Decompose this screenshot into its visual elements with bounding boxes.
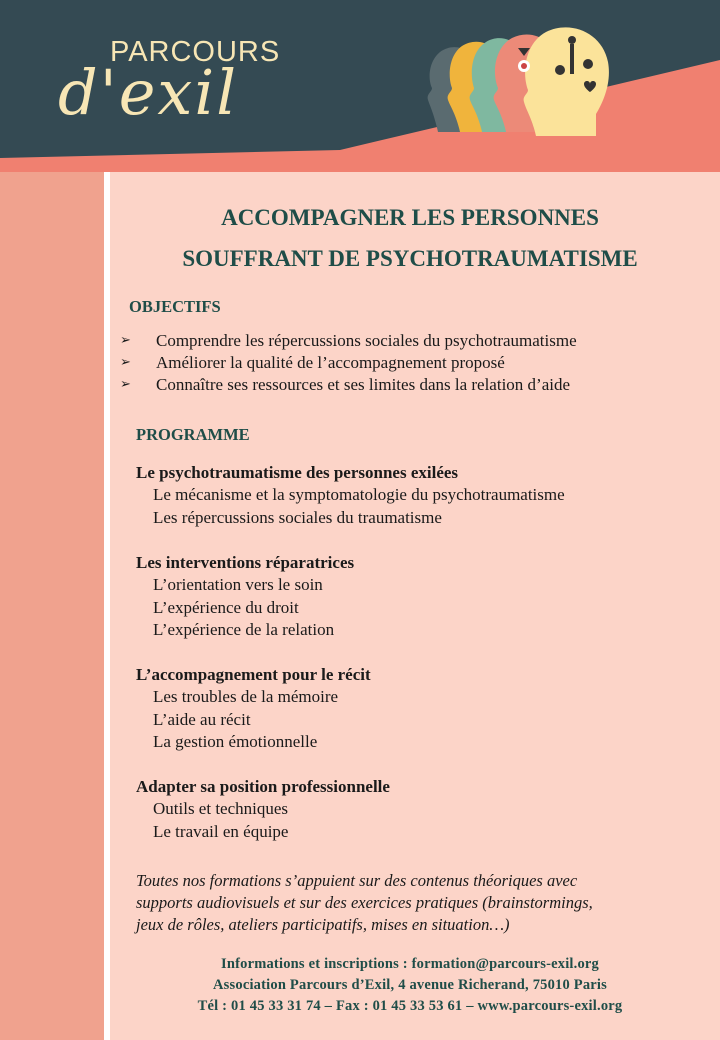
objectifs-heading: OBJECTIFS: [129, 297, 221, 316]
programme-section-title: Le psychotraumatisme des personnes exilées: [136, 463, 459, 482]
programme-item: L’expérience du droit: [153, 597, 299, 617]
list-item: [120, 374, 710, 396]
arrow-bullet-icon: ➢: [120, 333, 131, 348]
left-divider-line: [104, 172, 110, 1040]
programme-heading: PROGRAMME: [136, 425, 250, 444]
programme-item: L’orientation vers le soin: [153, 575, 323, 594]
logo-wordmark-script: d'exil: [58, 56, 239, 129]
contact-address-line: Association Parcours d’Exil, 4 avenue Richerand, 75010 Paris: [213, 977, 607, 993]
programme-section: [136, 664, 696, 754]
logo: [58, 36, 318, 136]
programme-item: L’expérience de la relation: [153, 620, 335, 639]
objectifs-list: [120, 330, 710, 396]
programme-item: Les troubles de la mémoire: [153, 687, 339, 706]
programme-item: Outils et techniques: [153, 799, 289, 818]
list-item: [120, 352, 710, 374]
note-line: jeux de rôles, ateliers participatifs, mises en situation…): [136, 915, 510, 934]
arrow-bullet-icon: ➢: [120, 377, 131, 392]
programme-item: L’aide au récit: [153, 709, 251, 729]
programme-section: [136, 776, 696, 843]
logo-wordmark-top: PARCOURS: [110, 36, 281, 68]
objectif-text: Connaître ses ressources et ses limites dans la relation d’aide: [156, 375, 571, 394]
programme-item: Le travail en équipe: [153, 821, 289, 841]
objectif-text: Améliorer la qualité de l’accompagnement proposé: [156, 353, 505, 372]
programme-section-title: L’accompagnement pour le récit: [136, 665, 371, 684]
page-title-line-1: ACCOMPAGNER LES PERSONNES: [221, 205, 599, 230]
page-title-line-2: SOUFFRANT DE PSYCHOTRAUMATISME: [182, 246, 638, 271]
arrow-bullet-icon: ➢: [120, 355, 131, 370]
programme-item: Les répercussions sociales du traumatisme: [153, 507, 442, 527]
header-banner: [0, 0, 720, 172]
objectif-text: Comprendre les répercussions sociales du psychotraumatisme: [156, 331, 577, 350]
note-line: supports audiovisuels et sur des exercices pratiques (brainstormings,: [136, 893, 593, 912]
programme-item: La gestion émotionnelle: [153, 732, 318, 751]
training-note: [136, 870, 696, 936]
contact-info-line: Informations et inscriptions : formation@parcours-exil.org: [220, 956, 600, 972]
programme-section: [136, 552, 696, 642]
contact-phone-web-line: Tél : 01 45 33 31 74 – Fax : 01 45 33 53 61 – www.parcours-exil.org: [197, 998, 623, 1014]
programme-section-title: Adapter sa position professionnelle: [136, 777, 390, 796]
programme-section: [136, 462, 696, 529]
heads-silhouettes-icon: [420, 14, 620, 144]
programme-section-title: Les interventions réparatrices: [136, 553, 355, 572]
note-line: Toutes nos formations s’appuient sur des contenus théoriques avec: [136, 871, 578, 890]
left-decorative-band: [0, 172, 104, 1040]
programme-item: Le mécanisme et la symptomatologie du psychotraumatisme: [153, 485, 565, 504]
list-item: [120, 330, 710, 352]
